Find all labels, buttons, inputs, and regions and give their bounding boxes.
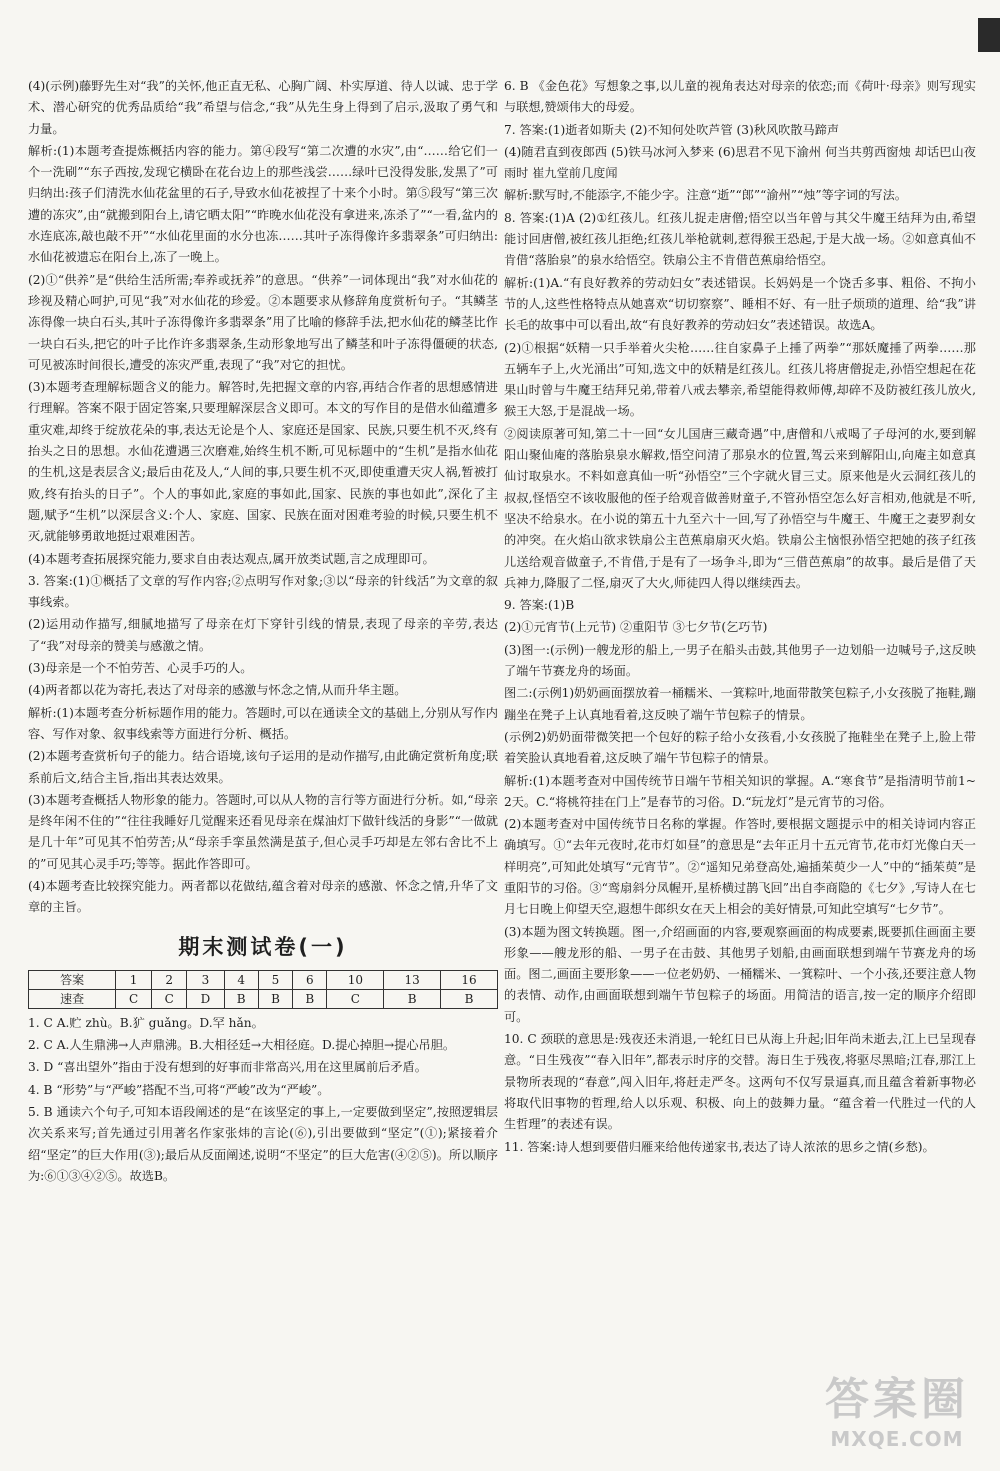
answer-paragraph: 解析:默写时,不能添字,不能少字。注意“逝”“郎”“渝州”“烛”等字词的写法。 [504,188,907,203]
table-cell: 13 [384,970,441,989]
answer-paragraph: 5. B 通读六个句子,可知本语段阐述的是“在该坚定的事上,一定要做到坚定”,按照逻辑层次关系来写;首先通过引用著名作家张炜的言论(⑥),引出要做到“坚定”(①);紧接着介绍“坚定”的巨大作用(③);最后从反面阐述,说明“不坚定”的巨大危害(④②⑤)。所以顺序为:⑥①③④②⑤。故选B。 [28,1105,498,1183]
table-cell: B [384,989,441,1008]
answer-paragraph: 3. 答案:(1)①概括了文章的写作内容;②点明写作对象;③以“母亲的针线活”为文章的叙事线索。 [28,573,498,610]
answer-paragraph: (3)母亲是一个不怕劳苦、心灵手巧的人。 [28,661,253,676]
answer-paragraph: 解析:(1)A.“有良好教养的劳动妇女”表述错误。长妈妈是一个饶舌多事、粗俗、不拘小节的人,这些性格特点从她喜欢“切切察察”、睡相不好、有一肚子烦琐的道理、给“我”讲长毛的故事中可以看出,故“有良好教养的劳动妇女”表述错误。故选A。 [504,275,976,333]
table-cell: 速查 [29,989,116,1008]
table-cell: 答案 [29,970,116,989]
answer-paragraph: 11. 答案:诗人想到要借归雁来给他传递家书,表达了诗人浓浓的思乡之情(乡愁)。 [504,1139,935,1154]
answer-paragraph: (4)两者都以花为寄托,表达了对母亲的感激与怀念之情,从而升华主题。 [28,683,407,698]
table-row [29,970,498,989]
answer-paragraph: (3)本题考查概括人物形象的能力。答题时,可以从人物的言行等方面进行分析。如,“母亲是终年闲不住的”“往往我睡好几觉醒来还看见母亲在煤油灯下做针线活的身影”“一做就是几十年”可见其不怕劳苦;从“母亲手挛虽然满是茧子,但心灵手巧却是左邻右舍比不上的”可见其心灵手巧;等等。据此作答即可。 [28,792,498,871]
answer-paragraph: (2)本题考查赏析句子的能力。结合语境,该句子运用的是动作描写,由此确定赏析角度;联系前后文,结合主旨,指出其表达效果。 [28,749,498,785]
answer-paragraph: (4)本题考查拓展探究能力,要求自由表达观点,属开放类试题,言之成理即可。 [28,551,435,566]
answer-paragraph: 8. 答案:(1)A (2)①红孩儿。红孩儿捉走唐僧;悟空以当年曾与其父牛魔王结拜为由,希望能讨回唐僧,被红孩儿拒绝;红孩儿举枪就刺,惹得猴王恐起,于是大战一场。②如意真仙不肯借“落胎泉”的泉水给悟空。铁扇公主不肯借芭蕉扇给悟空。 [504,210,976,268]
table-cell: B [441,989,498,1008]
answer-paragraph: 2. C A.人生鼎沸→人声鼎沸。B.大相径廷→大相径庭。D.提心掉胆→提心吊胆。 [28,1038,456,1053]
right-column [504,76,976,1159]
table-cell: 6 [293,970,327,989]
watermark-url: MXQE.COM [830,1427,964,1451]
answer-paragraph: (4)随君直到夜郎西 (5)铁马冰河入梦来 (6)思君不见下渝州 何当共剪西窗烛 却话巴山夜雨时 崔九堂前几度闻 [504,144,976,181]
table-cell: 1 [116,970,152,989]
table-cell: C [116,989,152,1008]
answer-paragraph: 9. 答案:(1)B [504,598,575,613]
answer-paragraph: 图二:(示例1)奶奶画面摆放着一桶糯米、一箕粽叶,地面带散笑包粽子,小女孩脱了拖鞋,蹦蹦坐在凳子上认真地看着,这反映了端午节包粽子的情景。 [504,686,976,722]
answer-paragraph: (3)本题考查理解标题含义的能力。解答时,先把握文章的内容,再结合作者的思想感情进行理解。答案不限于固定答案,只要理解深层含义即可。本文的写作目的是借水仙蕴遭多重灾难,却终于绽放花朵的事,表达无论是个人、家庭还是国家、民族,只要生机不灭,终有抬头之日的思想。水仙花遭遇三次磨难,始终生机不断,可见标题中的“生机”是指水仙花的生机,这是表层含义;最后由花及人,“人间的事,只要生机不灭,即使重遭天灾人祸,暂被打败,终有抬头的日子”。个人的事如此,家庭的事如此,国家、民族的事也如此”,深化了主题,赋予“生机”以深层含义:个人、家庭、国家、民族在面对困难考验的时候,只要生机不灭,就能够勇敢地挺过艰难困苦。 [28,380,498,544]
table-cell: C [327,989,384,1008]
site-watermark [812,1373,982,1463]
answer-key-table [28,970,498,1009]
watermark-logo-text: 答案圈 [825,1374,969,1425]
answer-paragraph: (3)图一:(示例)一艘龙形的船上,一男子在船头击鼓,其他男子一边划船一边喊号子,这反映了端午节赛龙舟的场面。 [504,642,976,679]
answer-paragraph: (2)运用动作描写,细腻地描写了母亲在灯下穿针引线的情景,表现了母亲的辛劳,表达了“我”对母亲的赞美与感激之情。 [28,617,498,653]
table-cell: D [187,989,224,1008]
table-cell: 16 [441,970,498,989]
table-row [29,989,498,1008]
answer-paragraph: (2)①元宵节(上元节) ②重阳节 ③七夕节(乞巧节) [504,620,768,635]
answer-paragraph: 6. B 《金色花》写想象之事,以儿童的视角表达对母亲的依恋;而《荷叶·母亲》则写现实与联想,赞颂伟大的母爱。 [504,79,976,115]
answer-paragraph: 4. B “形势”与“严峻”搭配不当,可将“严峻”改为“严峻”。 [28,1082,330,1097]
table-cell: 3 [187,970,224,989]
answer-paragraph: 解析:(1)本题考查分析标题作用的能力。答题时,可以在通读全文的基础上,分别从写作内容、写作对象、叙事线索等方面进行分析、概括。 [28,705,498,741]
answer-paragraph: 10. C 颈联的意思是:残夜还未消退,一轮红日已从海上升起;旧年尚未逝去,江上已呈现春意。“日生残夜”“春入旧年”,都表示时序的交替。海日生于残夜,将驱尽黑暗;江春,那江上景物所表现的“春意”,闯入旧年,将赶走严冬。这两句不仅写景逼真,而且蕴含着新事物必将取代旧事物的哲理,给人以乐观、积极、向上的鼓舞力量。“蕴含着一代胜过一代的人生哲理”的表述有误。 [504,1032,976,1132]
answer-paragraph: 3. D “喜出望外”指由于没有想到的好事而非常高兴,用在这里属前后矛盾。 [28,1060,427,1075]
page-edge-tab [978,18,1000,52]
answer-paragraph: 7. 答案:(1)逝者如斯夫 (2)不知何处吹芦管 (3)秋风吹散马蹄声 [504,122,840,137]
table-cell: B [258,989,292,1008]
answer-paragraph: (2)①根据“妖精一只手举着火尖枪……往自家鼻子上捶了两拳”“那妖魔捶了两拳……那五辆车子上,火光涌出”可知,选文中的妖精是红孩儿。红孩儿将唐僧捉走,孙悟空想起在花果山时曾与牛魔王结拜兄弟,带着八戒去攀亲,希望能得救师傅,却碎不及防被红孩儿放火,猴王大怒,于是混战一场。 [504,340,976,419]
section-title: 期末测试卷(一) [178,934,348,959]
answer-paragraph: (示例2)奶奶面带微笑把一个包好的粽子给小女孩看,小女孩脱了拖鞋坐在凳子上,脸上带着笑脸认真地看着,这反映了端午节包粽子的情景。 [504,729,976,766]
answer-paragraph: (4)(示例)藤野先生对“我”的关怀,他正直无私、心胸广阔、朴实厚道、待人以诚、忠于学术、潜心研究的优秀品质给“我”希望与信念,“我”从先生身上得到了启示,汲取了勇气和力量。 [28,79,498,136]
table-cell: 4 [224,970,258,989]
answer-paragraph: (3)本题为图文转换题。图一,介绍画面的内容,要观察画面的构成要素,既要抓住画面主要形象——艘龙形的船、一男子在击鼓、其他男子划船,由画面联想到端午节赛龙舟的场面。图二,画面主要形象——一位老奶奶、一桶糯米、一箕粽叶、一个小孩,还要注意人物的表情、动作,由画面联想到端午节包粽子的场面。用简洁的语言,按一定的顺序介绍即可。 [504,924,976,1024]
answer-paragraph: 解析:(1)本题考查对中国传统节日端午节相关知识的掌握。A.“寒食节”是指清明节前1~2天。C.“将桃符挂在门上”是春节的习俗。D.“玩龙灯”是元宵节的习俗。 [504,773,976,809]
table-cell: 2 [151,970,187,989]
answer-paragraph: 解析:(1)本题考查提炼概括内容的能力。第④段写“第二次遭的水灾”,由“……给它们一个一洗刷”“东子西按,发现它横卧在花台边上的那些浅尝……绿叶已没得发胀,发黑了”可归纳出:孩子们清洗水仙花盆里的石子,导致水仙花被捏了十来个小时。第⑤段写“第三次遭的冻灾”,由“就搬到阳台上,请它晒太阳”“昨晚水仙花没有拿进来,冻杀了”“一看,盆内的水连底冻,敲也敲不开”“水仙花里面的水分也冻……其叶子冻得像许多翡翠条”可归纳出:水仙花被遗忘在阳台上,冻了一晚上。 [28,143,498,265]
answer-paragraph: 1. C A.贮 zhù。B.犷 guǎng。D.罕 hǎn。 [28,1015,264,1030]
answer-paragraph: ②阅读原著可知,第二十一回“女儿国唐三藏奇遇”中,唐僧和八戒喝了子母河的水,要到解阳山聚仙庵的落胎泉泉水解救,悟空问清了那泉水的位置,驾云来到解阳山,向庵主如意真仙讨取泉水。不料如意真仙一听“孙悟空”三个字就火冒三丈。原来他是火云洞红孩儿的叔叔,怪悟空不该收服他的侄子给观音做善财童子,不管孙悟空怎么好言相劝,他就是不听,坚决不给泉水。在小说的第五十九至六十一回,写了孙悟空与牛魔王、牛魔王之妻罗刹女的冲突。在火焰山欲求铁扇公主芭蕉扇扇灭火焰。铁扇公主恼恨孙悟空把她的孩子红孩儿送给观音做童子,不肯借,于是有了一场争斗,即为“三借芭蕉扇”的故事。最后是借了天兵神力,降服了二怪,扇灭了大火,师徒四人得以继续西去。 [504,426,976,590]
table-cell: 10 [327,970,384,989]
answer-paragraph: (2)①“供养”是“供给生活所需;奉养或抚养”的意思。“供养”一词体现出“我”对水仙花的珍视及精心呵护,可见“我”对水仙花的珍爱。②本题要求从修辞角度赏析句子。“其鳞茎冻得像一块白石头,其叶子冻得像许多翡翠条”用了比喻的修辞手法,把水仙花的鳞茎比作一块白石头,把它的叶子比作许多翡翠条,生动形象地写出了鳞茎和叶子冻得僵硬的状态,可见被冻时间很长,遭受的冻灾严重,表现了“我”对它的担忧。 [28,272,498,372]
table-cell: C [151,989,187,1008]
left-column [28,76,498,1188]
table-cell: B [293,989,327,1008]
table-cell: 5 [258,970,292,989]
table-cell: B [224,989,258,1008]
answer-paragraph: (4)本题考查比较探究能力。两者都以花做结,蕴含着对母亲的感激、怀念之情,升华了文章的主旨。 [28,878,498,915]
answer-paragraph: (2)本题考查对中国传统节日名称的掌握。作答时,要根据文题提示中的相关诗词内容正确填写。①“去年元夜时,花市灯如昼”的意思是“去年正月十五元宵节,花市灯光像白天一样明亮”,可知此处填写“元宵节”。②“遥知兄弟登高处,遍插茱萸少一人”中的“插茱萸”是重阳节的习俗。③“鸾扇斜分凤幄开,星桥横过鹊飞回”出自李商隐的《七夕》,写诗人在七月七日晚上仰望天空,遐想牛郎织女在天上相会的美好情景,可知此空填写“七夕节”。 [504,817,976,917]
